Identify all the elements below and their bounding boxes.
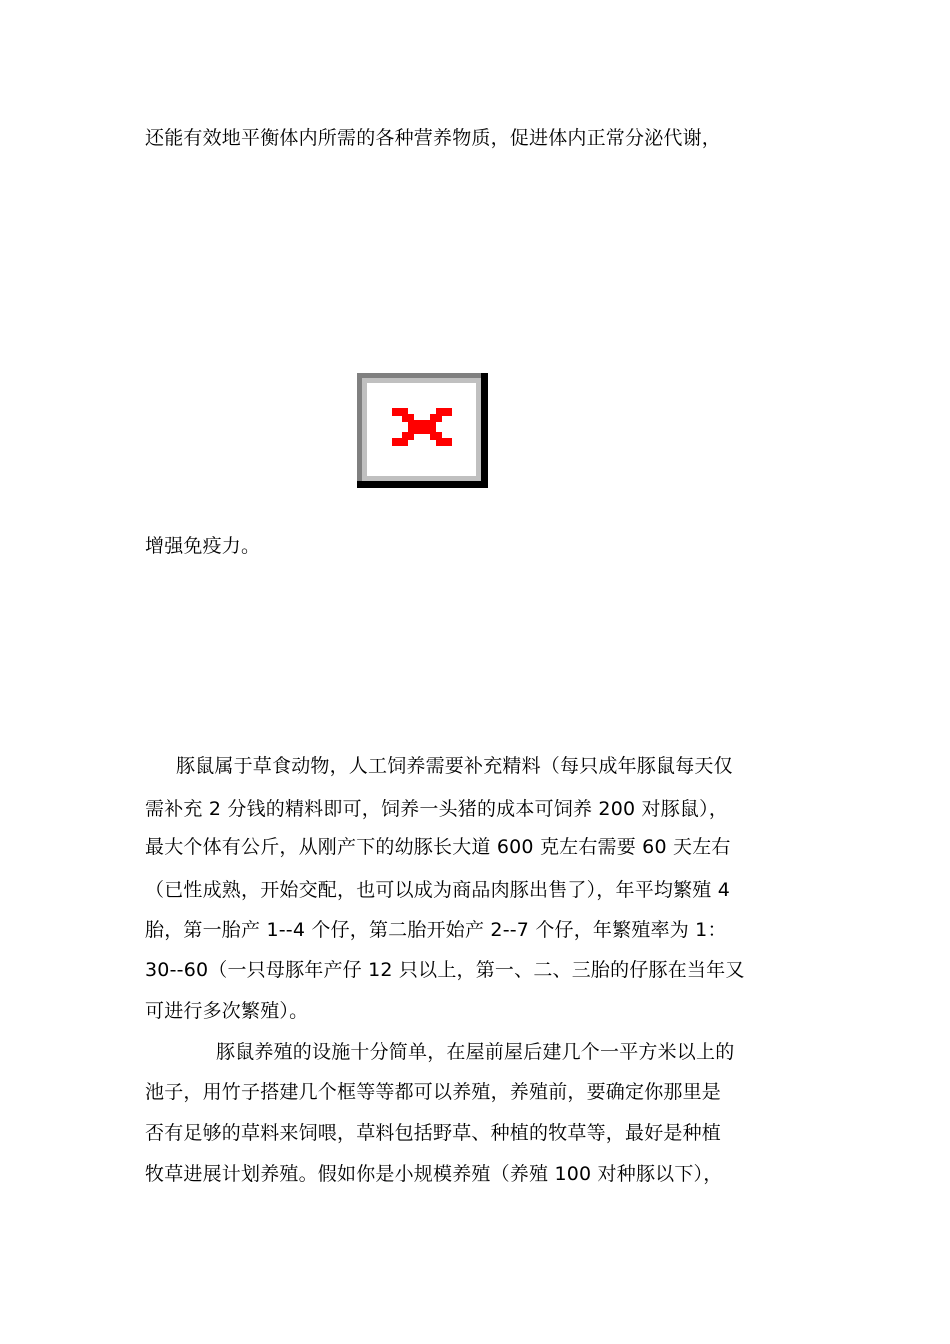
paragraph-1-line-7: 可进行多次繁殖）。 [145, 1000, 309, 1022]
paragraph-2-line-1: 豚鼠养殖的设施十分简单，在屋前屋后建几个一平方米以上的 [216, 1041, 735, 1063]
paragraph-1-line-6: 30--60（一只母豚年产仔 12 只以上，第一、二、三胎的仔豚在当年又 [145, 959, 745, 981]
paragraph-2-line-3: 否有足够的草料来饲喂，草料包括野草、种植的牧草等，最好是种植 [145, 1122, 722, 1144]
image-placeholder [357, 373, 488, 488]
paragraph-1-line-4: （已性成熟，开始交配，也可以成为商品肉豚出售了），年平均繁殖 4 [145, 879, 731, 901]
paragraph-1-line-2: 需补充 2 分钱的精料即可，饲养一头猪的成本可饲养 200 对豚鼠）， [145, 798, 729, 820]
paragraph-2-line-4: 牧草进展计划养殖。假如你是小规模养殖（养殖 100 对种豚以下）， [145, 1163, 723, 1185]
paragraph-1-line-1: 豚鼠属于草食动物，人工饲养需要补充精料（每只成年豚鼠每天仅 [176, 755, 733, 777]
paragraph-1-line-3: 最大个体有公斤，从刚产下的幼豚长大道 600 克左右需要 60 天左右 [145, 836, 731, 858]
paragraph-after-image: 增强免疫力。 [145, 535, 261, 557]
broken-image-icon [392, 408, 452, 446]
paragraph-1-line-5: 胎，第一胎产 1--4 个仔，第二胎开始产 2--7 个仔，年繁殖率为 1： [145, 919, 727, 941]
paragraph-top: 还能有效地平衡体内所需的各种营养物质，促进体内正常分泌代谢， [145, 127, 722, 149]
paragraph-2-line-2: 池子，用竹子搭建几个框等等都可以养殖，养殖前，要确定你那里是 [145, 1081, 722, 1103]
